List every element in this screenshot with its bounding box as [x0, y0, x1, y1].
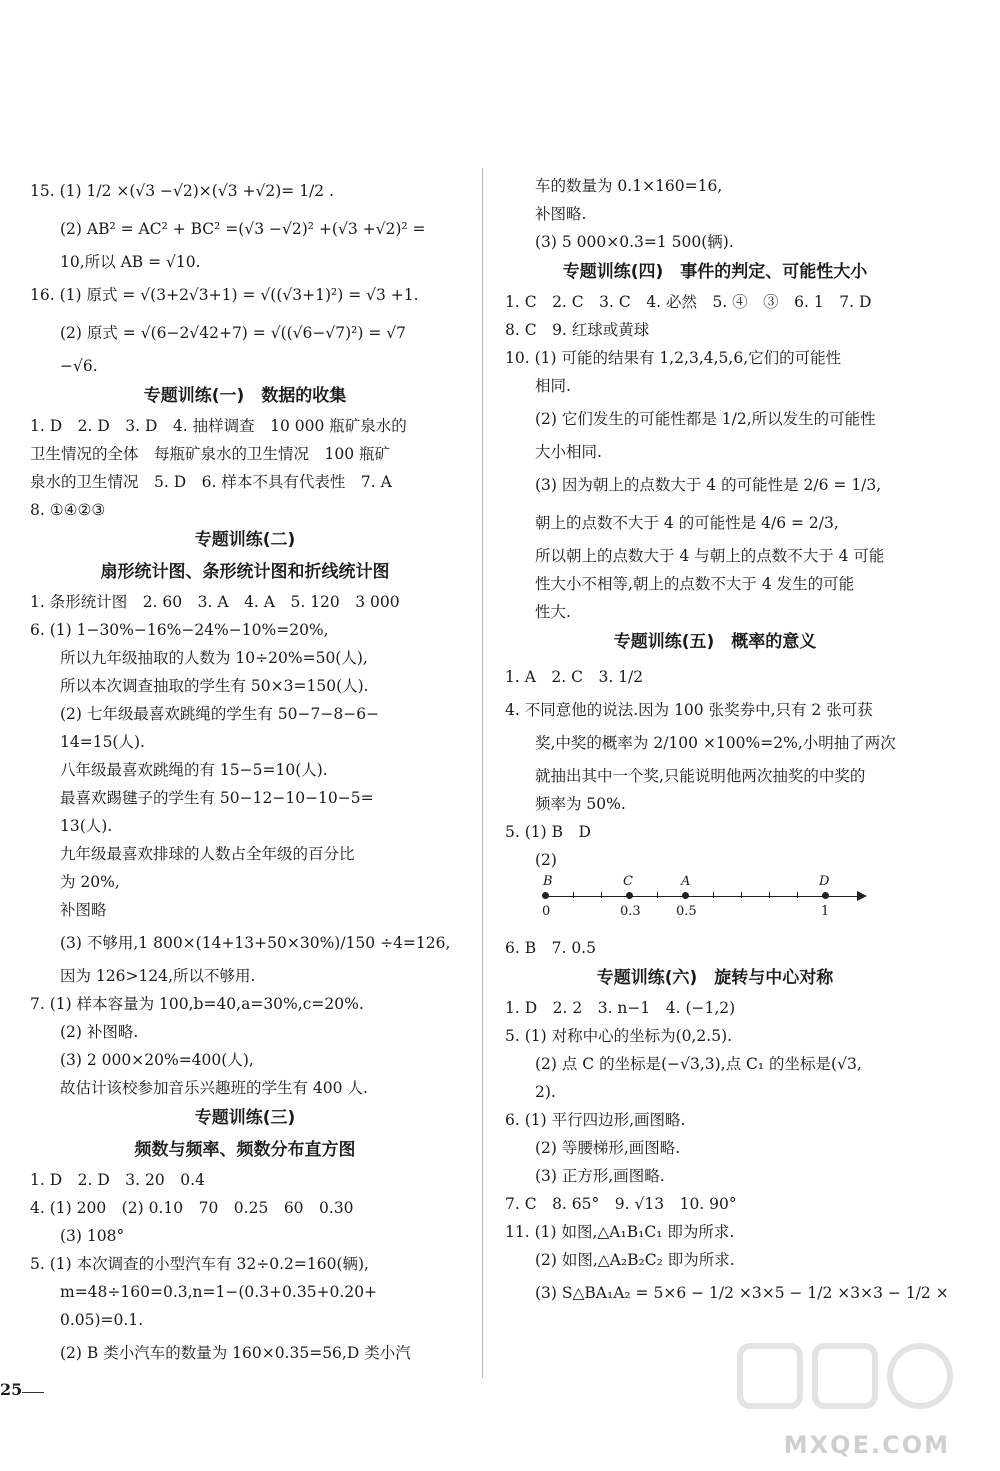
section2-line: 八年级最喜欢跳绳的有 15−5=10(人). — [60, 761, 328, 779]
point-label-b: B — [543, 874, 553, 889]
right-column — [505, 172, 949, 1312]
section-heading-2b: 扇形统计图、条形统计图和折线统计图 — [100, 562, 390, 582]
section4-line: 性大. — [535, 603, 571, 621]
answer-continued: 补图略. — [535, 205, 587, 223]
number-line-arrow — [857, 891, 867, 901]
section2-line: 7. (1) 样本容量为 100,b=40,a=30%,c=20%. — [30, 995, 364, 1013]
section4-line: 1. C 2. C 3. C 4. 必然 5. ④ ③ 6. 1 7. D — [505, 293, 872, 311]
section3-line: (2) B 类小汽车的数量为 160×0.35=56,D 类小汽 — [60, 1344, 411, 1362]
section3-line: (3) 108° — [60, 1227, 125, 1245]
value-0: 0 — [542, 904, 551, 919]
section4-line: 相同. — [535, 377, 571, 395]
answer-16-2: (2) 原式 = √(6−2√42+7) = √((√6−√7)²) = √7 — [60, 324, 407, 342]
top-blank-area — [0, 0, 1000, 150]
answer-15-2: (2) AB² = AC² + BC² =(√3 −√2)² +(√3 +√2)² = — [60, 220, 426, 238]
section6-line: 5. (1) 对称中心的坐标为(0,2.5). — [505, 1027, 733, 1045]
section-heading-2a: 专题训练(二) — [194, 530, 296, 550]
section2-line: 补图略 — [60, 901, 107, 919]
section2-line: (2) 七年级最喜欢跳绳的学生有 50−7−8−6− — [60, 705, 380, 723]
section-heading-5: 专题训练(五) 概率的意义 — [613, 632, 817, 652]
point-b — [542, 892, 549, 899]
section-heading-6: 专题训练(六) 旋转与中心对称 — [596, 968, 834, 988]
section1-line: 卫生情况的全体 每瓶矿泉水的卫生情况 100 瓶矿 — [30, 445, 391, 463]
section-heading-4: 专题训练(四) 事件的判定、可能性大小 — [562, 262, 868, 282]
tick — [741, 892, 742, 898]
section6-line: 7. C 8. 65° 9. √13 10. 90° — [505, 1195, 737, 1213]
section4-line: 所以朝上的点数大于 4 与朝上的点数不大于 4 可能 — [535, 547, 885, 565]
section4-line: (2) 它们发生的可能性都是 1/2,所以发生的可能性 — [535, 410, 876, 428]
watermark-text: MXQE.COM — [783, 1431, 950, 1459]
section6-line: (3) 正方形,画图略. — [535, 1167, 665, 1185]
answer-16-1: 16. (1) 原式 = √(3+2√3+1) = √((√3+1)²) = √3 +1. — [30, 286, 419, 304]
section3-line: 5. (1) 本次调查的小型汽车有 32÷0.2=160(辆), — [30, 1255, 369, 1273]
section6-line: 11. (1) 如图,△A₁B₁C₁ 即为所求. — [505, 1223, 735, 1241]
section6-line: 6. (1) 平行四边形,画图略. — [505, 1111, 686, 1129]
section2-line: (3) 不够用,1 800×(14+13+50×30%)/150 ÷4=126, — [60, 934, 451, 952]
section3-line: 4. (1) 200 (2) 0.10 70 0.25 60 0.30 — [30, 1199, 354, 1217]
section2-line: 所以九年级抽取的人数为 10÷20%=50(人), — [60, 649, 368, 667]
answer-continued: 车的数量为 0.1×160=16, — [535, 177, 723, 195]
section-heading-3a: 专题训练(三) — [194, 1108, 296, 1128]
section2-line: 九年级最喜欢排球的人数占全年级的百分比 — [60, 845, 355, 863]
section4-line: 性大小不相等,朝上的点数不大于 4 发生的可能 — [535, 575, 855, 593]
answer-15-1: 15. (1) 1/2 ×(√3 −√2)×(√3 +√2)= 1/2 . — [30, 182, 334, 200]
section2-line: 所以本次调查抽取的学生有 50×3=150(人). — [60, 677, 369, 695]
section4-line: (3) 因为朝上的点数大于 4 的可能性是 2/6 = 1/3, — [535, 476, 882, 494]
section5-line: 4. 不同意他的说法.因为 100 张奖券中,只有 2 张可获 — [505, 701, 873, 719]
point-label-c: C — [623, 874, 633, 889]
tick — [601, 892, 602, 898]
section3-line: 0.05)=0.1. — [60, 1311, 144, 1329]
point-d — [822, 892, 829, 899]
section-heading-3b: 频数与频率、频数分布直方图 — [134, 1140, 356, 1160]
section6-line: 2). — [535, 1083, 556, 1101]
section2-line: (2) 补图略. — [60, 1023, 139, 1041]
section5-line: 5. (1) B D — [505, 823, 591, 841]
section5-line: (2) — [535, 851, 557, 869]
section2-line: 最喜欢踢毽子的学生有 50−12−10−10−5= — [60, 789, 374, 807]
answer-15-3: 10,所以 AB = √10. — [60, 253, 201, 271]
section3-line: m=48÷160=0.3,n=1−(0.3+0.35+0.20+ — [60, 1283, 378, 1301]
column-divider — [482, 168, 483, 1378]
section5-line: 就抽出其中一个奖,只能说明他两次抽奖的中奖的 — [535, 767, 866, 785]
value-0-5: 0.5 — [676, 904, 697, 919]
point-c — [626, 892, 633, 899]
point-label-a: A — [681, 874, 691, 889]
page-number: 25 — [0, 1380, 23, 1399]
tick — [769, 892, 770, 898]
section2-line: 6. (1) 1−30%−16%−24%−10%=20%, — [30, 621, 329, 639]
section2-line: 14=15(人). — [60, 733, 145, 751]
section5-line: 频率为 50%. — [535, 795, 626, 813]
section2-line: 故估计该校参加音乐兴趣班的学生有 400 人. — [60, 1079, 368, 1097]
section2-line: 13(人). — [60, 817, 113, 835]
section1-line: 1. D 2. D 3. D 4. 抽样调查 10 000 瓶矿泉水的 — [30, 417, 407, 435]
tick — [573, 892, 574, 898]
section3-line: 1. D 2. D 3. 20 0.4 — [30, 1171, 205, 1189]
section6-line: (2) 等腰梯形,画图略. — [535, 1139, 681, 1157]
section6-line: (2) 点 C 的坐标是(−√3,3),点 C₁ 的坐标是(√3, — [535, 1055, 862, 1073]
tick — [797, 892, 798, 898]
section6-line: (3) S△BA₁A₂ = 5×6 − 1/2 ×3×5 − 1/2 ×3×3 − 1/2 × — [535, 1284, 949, 1302]
section6-line: 1. D 2. 2 3. n−1 4. (−1,2) — [505, 999, 736, 1017]
section1-line: 泉水的卫生情况 5. D 6. 样本不具有代表性 7. A — [30, 473, 392, 491]
answer-continued: (3) 5 000×0.3=1 500(辆). — [535, 233, 734, 251]
section4-line: 朝上的点数不大于 4 的可能性是 4/6 = 2/3, — [535, 514, 839, 532]
answer-16-3: −√6. — [60, 357, 98, 375]
section4-line: 10. (1) 可能的结果有 1,2,3,4,5,6,它们的可能性 — [505, 349, 842, 367]
left-column — [30, 172, 460, 1372]
section1-line: 8. ①④②③ — [30, 501, 106, 519]
value-1: 1 — [821, 904, 830, 919]
section2-line: 1. 条形统计图 2. 60 3. A 4. A 5. 120 3 000 — [30, 593, 400, 611]
section4-line: 大小相同. — [535, 443, 602, 461]
tick — [713, 892, 714, 898]
tick — [657, 892, 658, 898]
section6-line: (2) 如图,△A₂B₂C₂ 即为所求. — [535, 1251, 735, 1269]
section4-line: 8. C 9. 红球或黄球 — [505, 321, 650, 339]
section5-line: 奖,中奖的概率为 2/100 ×100%=2%,小明抽了两次 — [535, 734, 896, 752]
section2-line: 为 20%, — [60, 873, 120, 891]
section-heading-1: 专题训练(一) 数据的收集 — [143, 386, 347, 406]
section2-line: (3) 2 000×20%=400(人), — [60, 1051, 254, 1069]
point-label-d: D — [819, 874, 830, 889]
section2-line: 因为 126>124,所以不够用. — [60, 967, 256, 985]
section5-line: 6. B 7. 0.5 — [505, 939, 596, 957]
page-number-rule — [22, 1392, 44, 1393]
number-line-axis — [545, 896, 860, 897]
value-0-3: 0.3 — [620, 904, 641, 919]
number-line-diagram — [542, 874, 875, 934]
point-a — [682, 892, 689, 899]
section5-line: 1. A 2. C 3. 1/2 — [505, 668, 644, 686]
